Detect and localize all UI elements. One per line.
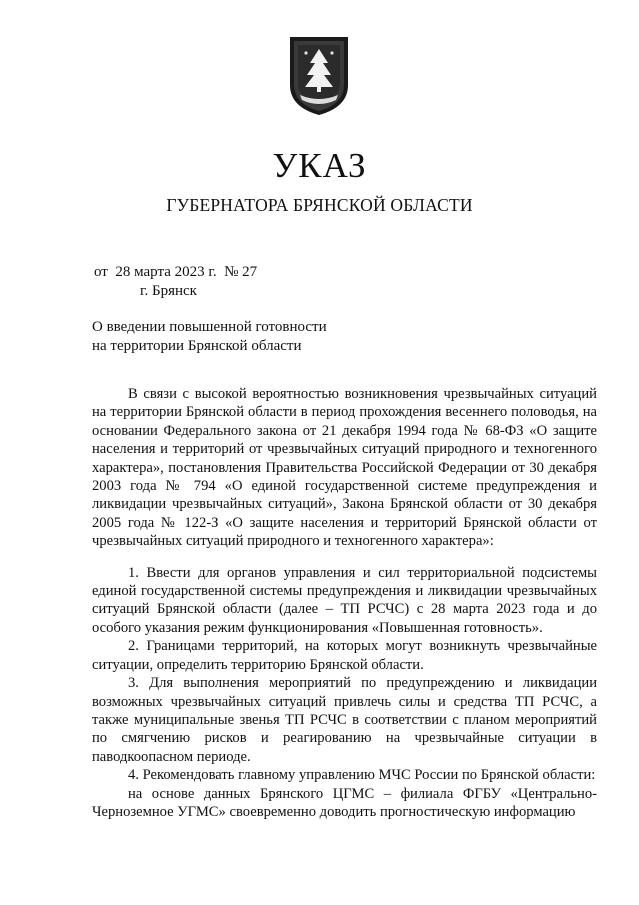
heading-line-2: на территории Брянской области <box>92 338 302 354</box>
item-2-paragraph: 2. Границами территорий, на которых могут возникнуть чрезвычайные ситуации, определить территорию Брянской области. <box>92 638 597 673</box>
bryansk-coat-of-arms-icon <box>286 33 352 119</box>
document-city: г. Брянск <box>140 283 197 299</box>
document-heading <box>92 318 422 356</box>
item-1-paragraph: 1. Ввести для органов управления и сил территориальной подсистемы единой государственной системы предупреждения и ликвидации чрезвычайных ситуаций Брянской области (далее – ТП РСЧС) с 28 марта 2023 года и до особого указания режим функционирования «Повышенная готовность». <box>92 564 597 636</box>
item-3-paragraph: 3. Для выполнения мероприятий по предупреждению и ликвидации возможных чрезвычайных ситуаций привлечь силы и средства ТП РСЧС, а также муниципальные звенья ТП РСЧС в соответствии с планом мероприятий по смягчению рисков и реагированию на чрезвычайные ситуации в паводкоопасном периоде. <box>92 675 597 765</box>
document-title: УКАЗ <box>272 146 367 185</box>
preamble-paragraph: В связи с высокой вероятностью возникновения чрезвычайных ситуаций на территории Брянской области в период прохождения весеннего половодья, на основании Федерального закона от 21 декабря 1994 года № 68-ФЗ «О защите населения и территорий от чрезвычайных ситуаций природного и техногенного характера», постановления Правительства Российской Федерации от 30 декабря 2003 года № 794 «О единой государственной системе предупреждения и ликвидации чрезвычайных ситуаций», Закона Брянской области от 30 декабря 2005 года № 122-З «О защите населения и территорий Брянской области от чрезвычайных ситуаций природного и техногенного характера»: <box>92 386 597 550</box>
item-4-paragraph: 4. Рекомендовать главному управлению МЧС России по Брянской области: <box>128 767 596 784</box>
heading-line-1: О введении повышенной готовности <box>92 319 327 335</box>
item-4-subparagraph: на основе данных Брянского ЦГМС – филиала ФГБУ «Центрально-Черноземное УГМС» своевременно доводить прогностическую информацию <box>92 785 597 820</box>
document-date-number: от 28 марта 2023 г. № 27 <box>94 264 258 280</box>
document-body <box>92 385 597 821</box>
document-subtitle: ГУБЕРНАТОРА БРЯНСКОЙ ОБЛАСТИ <box>166 195 473 215</box>
